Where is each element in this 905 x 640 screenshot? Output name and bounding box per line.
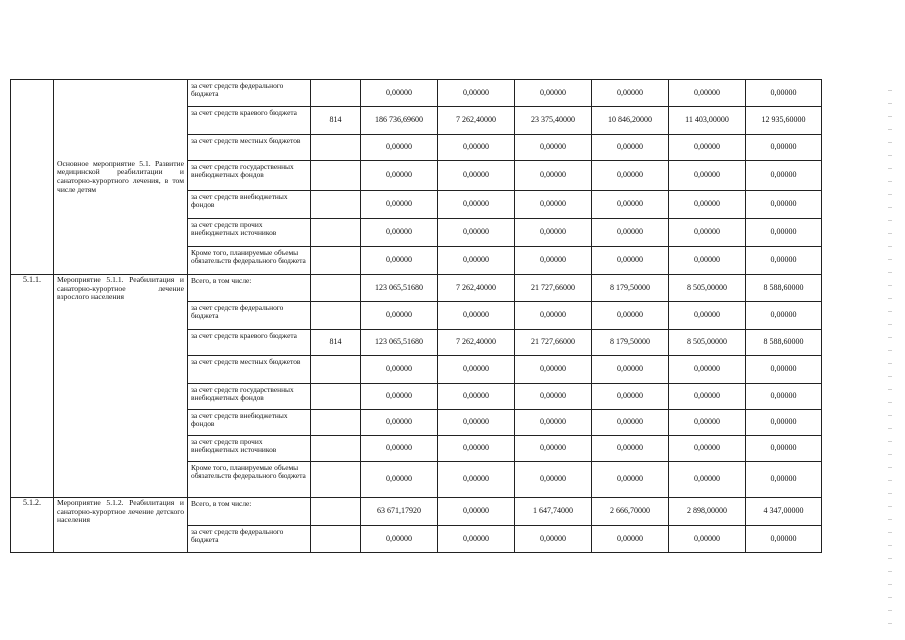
amount-cell: 10 846,20000 — [592, 107, 669, 135]
budget-code — [311, 356, 361, 384]
amount-cell: 0,00000 — [361, 80, 438, 107]
amount-cell: 0,00000 — [438, 498, 515, 526]
amount-cell: 0,00000 — [515, 436, 592, 462]
funding-source: за счет средств федерального бюджета — [188, 302, 311, 330]
amount-cell: 2 666,70000 — [592, 498, 669, 526]
budget-code — [311, 135, 361, 161]
amount-cell: 8 179,50000 — [592, 275, 669, 302]
funding-source: Кроме того, планируемые объемы обязательств федерального бюджета — [188, 247, 311, 275]
amount-cell: 0,00000 — [361, 526, 438, 553]
amount-cell: 8 505,00000 — [669, 330, 746, 356]
funding-source: Всего, в том числе: — [188, 498, 311, 526]
amount-cell: 0,00000 — [746, 135, 822, 161]
amount-cell: 0,00000 — [746, 161, 822, 191]
amount-cell: 7 262,40000 — [438, 107, 515, 135]
amount-cell: 21 727,66000 — [515, 275, 592, 302]
amount-cell: 0,00000 — [515, 302, 592, 330]
budget-code — [311, 275, 361, 302]
funding-source: за счет средств местных бюджетов — [188, 356, 311, 384]
amount-cell: 0,00000 — [592, 219, 669, 247]
funding-source: Кроме того, планируемые объемы обязательств федерального бюджета — [188, 462, 311, 498]
budget-code — [311, 436, 361, 462]
budget-code: 814 — [311, 107, 361, 135]
amount-cell: 0,00000 — [361, 384, 438, 410]
amount-cell: 21 727,66000 — [515, 330, 592, 356]
amount-cell: 0,00000 — [438, 247, 515, 275]
amount-cell: 0,00000 — [592, 356, 669, 384]
funding-source: за счет средств федерального бюджета — [188, 526, 311, 553]
amount-cell: 63 671,17920 — [361, 498, 438, 526]
budget-table — [10, 79, 822, 553]
amount-cell: 12 935,60000 — [746, 107, 822, 135]
funding-source: за счет средств внебюджетных фондов — [188, 191, 311, 219]
amount-cell: 0,00000 — [592, 161, 669, 191]
amount-cell: 0,00000 — [515, 526, 592, 553]
amount-cell: 0,00000 — [361, 356, 438, 384]
budget-code — [311, 462, 361, 498]
amount-cell: 8 588,60000 — [746, 330, 822, 356]
amount-cell: 0,00000 — [361, 436, 438, 462]
amount-cell: 0,00000 — [515, 410, 592, 436]
activity-title: Мероприятие 5.1.2. Реабилитация и санаторно-курортное лечение детского населения — [54, 498, 188, 553]
amount-cell: 0,00000 — [438, 80, 515, 107]
amount-cell: 123 065,51680 — [361, 275, 438, 302]
budget-code: 814 — [311, 330, 361, 356]
amount-cell: 7 262,40000 — [438, 275, 515, 302]
amount-cell: 0,00000 — [592, 247, 669, 275]
amount-cell: 0,00000 — [438, 526, 515, 553]
amount-cell: 0,00000 — [515, 462, 592, 498]
amount-cell: 0,00000 — [669, 302, 746, 330]
budget-code — [311, 498, 361, 526]
amount-cell: 0,00000 — [515, 384, 592, 410]
budget-code — [311, 161, 361, 191]
budget-code — [311, 302, 361, 330]
budget-code — [311, 526, 361, 553]
table-row — [11, 498, 822, 526]
amount-cell: 0,00000 — [669, 526, 746, 553]
amount-cell: 0,00000 — [438, 436, 515, 462]
funding-source: за счет средств государственных внебюджетных фондов — [188, 161, 311, 191]
row-index — [11, 80, 54, 275]
amount-cell: 0,00000 — [669, 80, 746, 107]
activity-title: Мероприятие 5.1.1. Реабилитация и санаторно-курортное лечение взрослого населения — [54, 275, 188, 498]
row-index: 5.1.2. — [11, 498, 54, 553]
amount-cell: 186 736,69600 — [361, 107, 438, 135]
amount-cell: 0,00000 — [669, 384, 746, 410]
amount-cell: 0,00000 — [746, 356, 822, 384]
amount-cell: 123 065,51680 — [361, 330, 438, 356]
amount-cell: 0,00000 — [438, 219, 515, 247]
amount-cell: 0,00000 — [746, 462, 822, 498]
amount-cell: 0,00000 — [592, 384, 669, 410]
amount-cell: 0,00000 — [592, 410, 669, 436]
table-row — [11, 275, 822, 302]
funding-source: за счет средств прочих внебюджетных источников — [188, 436, 311, 462]
amount-cell: 0,00000 — [669, 191, 746, 219]
amount-cell: 0,00000 — [592, 436, 669, 462]
amount-cell: 8 505,00000 — [669, 275, 746, 302]
amount-cell: 0,00000 — [361, 161, 438, 191]
funding-source: за счет средств государственных внебюджетных фондов — [188, 384, 311, 410]
amount-cell: 1 647,74000 — [515, 498, 592, 526]
amount-cell: 0,00000 — [438, 356, 515, 384]
table-row — [11, 80, 822, 107]
amount-cell: 0,00000 — [746, 436, 822, 462]
amount-cell: 0,00000 — [669, 219, 746, 247]
funding-source: за счет средств местных бюджетов — [188, 135, 311, 161]
amount-cell: 0,00000 — [438, 384, 515, 410]
budget-code — [311, 247, 361, 275]
amount-cell: 0,00000 — [746, 302, 822, 330]
amount-cell: 8 588,60000 — [746, 275, 822, 302]
amount-cell: 4 347,00000 — [746, 498, 822, 526]
amount-cell: 0,00000 — [746, 219, 822, 247]
budget-code — [311, 80, 361, 107]
amount-cell: 0,00000 — [669, 247, 746, 275]
funding-source: за счет средств внебюджетных фондов — [188, 410, 311, 436]
amount-cell: 0,00000 — [438, 410, 515, 436]
amount-cell: 0,00000 — [515, 219, 592, 247]
amount-cell: 0,00000 — [592, 80, 669, 107]
amount-cell: 0,00000 — [746, 247, 822, 275]
amount-cell: 0,00000 — [438, 191, 515, 219]
amount-cell: 0,00000 — [515, 80, 592, 107]
amount-cell: 0,00000 — [669, 462, 746, 498]
amount-cell: 0,00000 — [592, 462, 669, 498]
amount-cell: 0,00000 — [669, 356, 746, 384]
amount-cell: 0,00000 — [592, 135, 669, 161]
amount-cell: 11 403,00000 — [669, 107, 746, 135]
scan-margin-dots — [888, 90, 892, 630]
amount-cell: 0,00000 — [592, 302, 669, 330]
amount-cell: 0,00000 — [669, 161, 746, 191]
amount-cell: 0,00000 — [592, 191, 669, 219]
amount-cell: 0,00000 — [361, 247, 438, 275]
amount-cell: 0,00000 — [438, 302, 515, 330]
amount-cell: 0,00000 — [746, 526, 822, 553]
amount-cell: 0,00000 — [592, 526, 669, 553]
amount-cell: 0,00000 — [746, 384, 822, 410]
amount-cell: 0,00000 — [515, 356, 592, 384]
amount-cell: 7 262,40000 — [438, 330, 515, 356]
funding-source: за счет средств прочих внебюджетных источников — [188, 219, 311, 247]
amount-cell: 0,00000 — [515, 191, 592, 219]
funding-source: Всего, в том числе: — [188, 275, 311, 302]
amount-cell: 0,00000 — [669, 436, 746, 462]
amount-cell: 0,00000 — [438, 462, 515, 498]
funding-source: за счет средств краевого бюджета — [188, 330, 311, 356]
budget-code — [311, 191, 361, 219]
row-index: 5.1.1. — [11, 275, 54, 498]
budget-code — [311, 384, 361, 410]
amount-cell: 0,00000 — [361, 219, 438, 247]
amount-cell: 0,00000 — [438, 161, 515, 191]
amount-cell: 0,00000 — [361, 462, 438, 498]
amount-cell: 0,00000 — [361, 302, 438, 330]
amount-cell: 0,00000 — [746, 191, 822, 219]
amount-cell: 0,00000 — [746, 410, 822, 436]
amount-cell: 2 898,00000 — [669, 498, 746, 526]
amount-cell: 0,00000 — [746, 80, 822, 107]
amount-cell: 23 375,40000 — [515, 107, 592, 135]
amount-cell: 0,00000 — [361, 410, 438, 436]
amount-cell: 0,00000 — [669, 135, 746, 161]
activity-title: Основное мероприятие 5.1. Развитие медицинской реабилитации и санаторно-курортного лечения, в том числе детям — [54, 80, 188, 275]
funding-source: за счет средств федерального бюджета — [188, 80, 311, 107]
amount-cell: 8 179,50000 — [592, 330, 669, 356]
amount-cell: 0,00000 — [361, 135, 438, 161]
funding-source: за счет средств краевого бюджета — [188, 107, 311, 135]
budget-code — [311, 410, 361, 436]
amount-cell: 0,00000 — [438, 135, 515, 161]
amount-cell: 0,00000 — [515, 161, 592, 191]
amount-cell: 0,00000 — [361, 191, 438, 219]
amount-cell: 0,00000 — [669, 410, 746, 436]
amount-cell: 0,00000 — [515, 135, 592, 161]
budget-code — [311, 219, 361, 247]
amount-cell: 0,00000 — [515, 247, 592, 275]
